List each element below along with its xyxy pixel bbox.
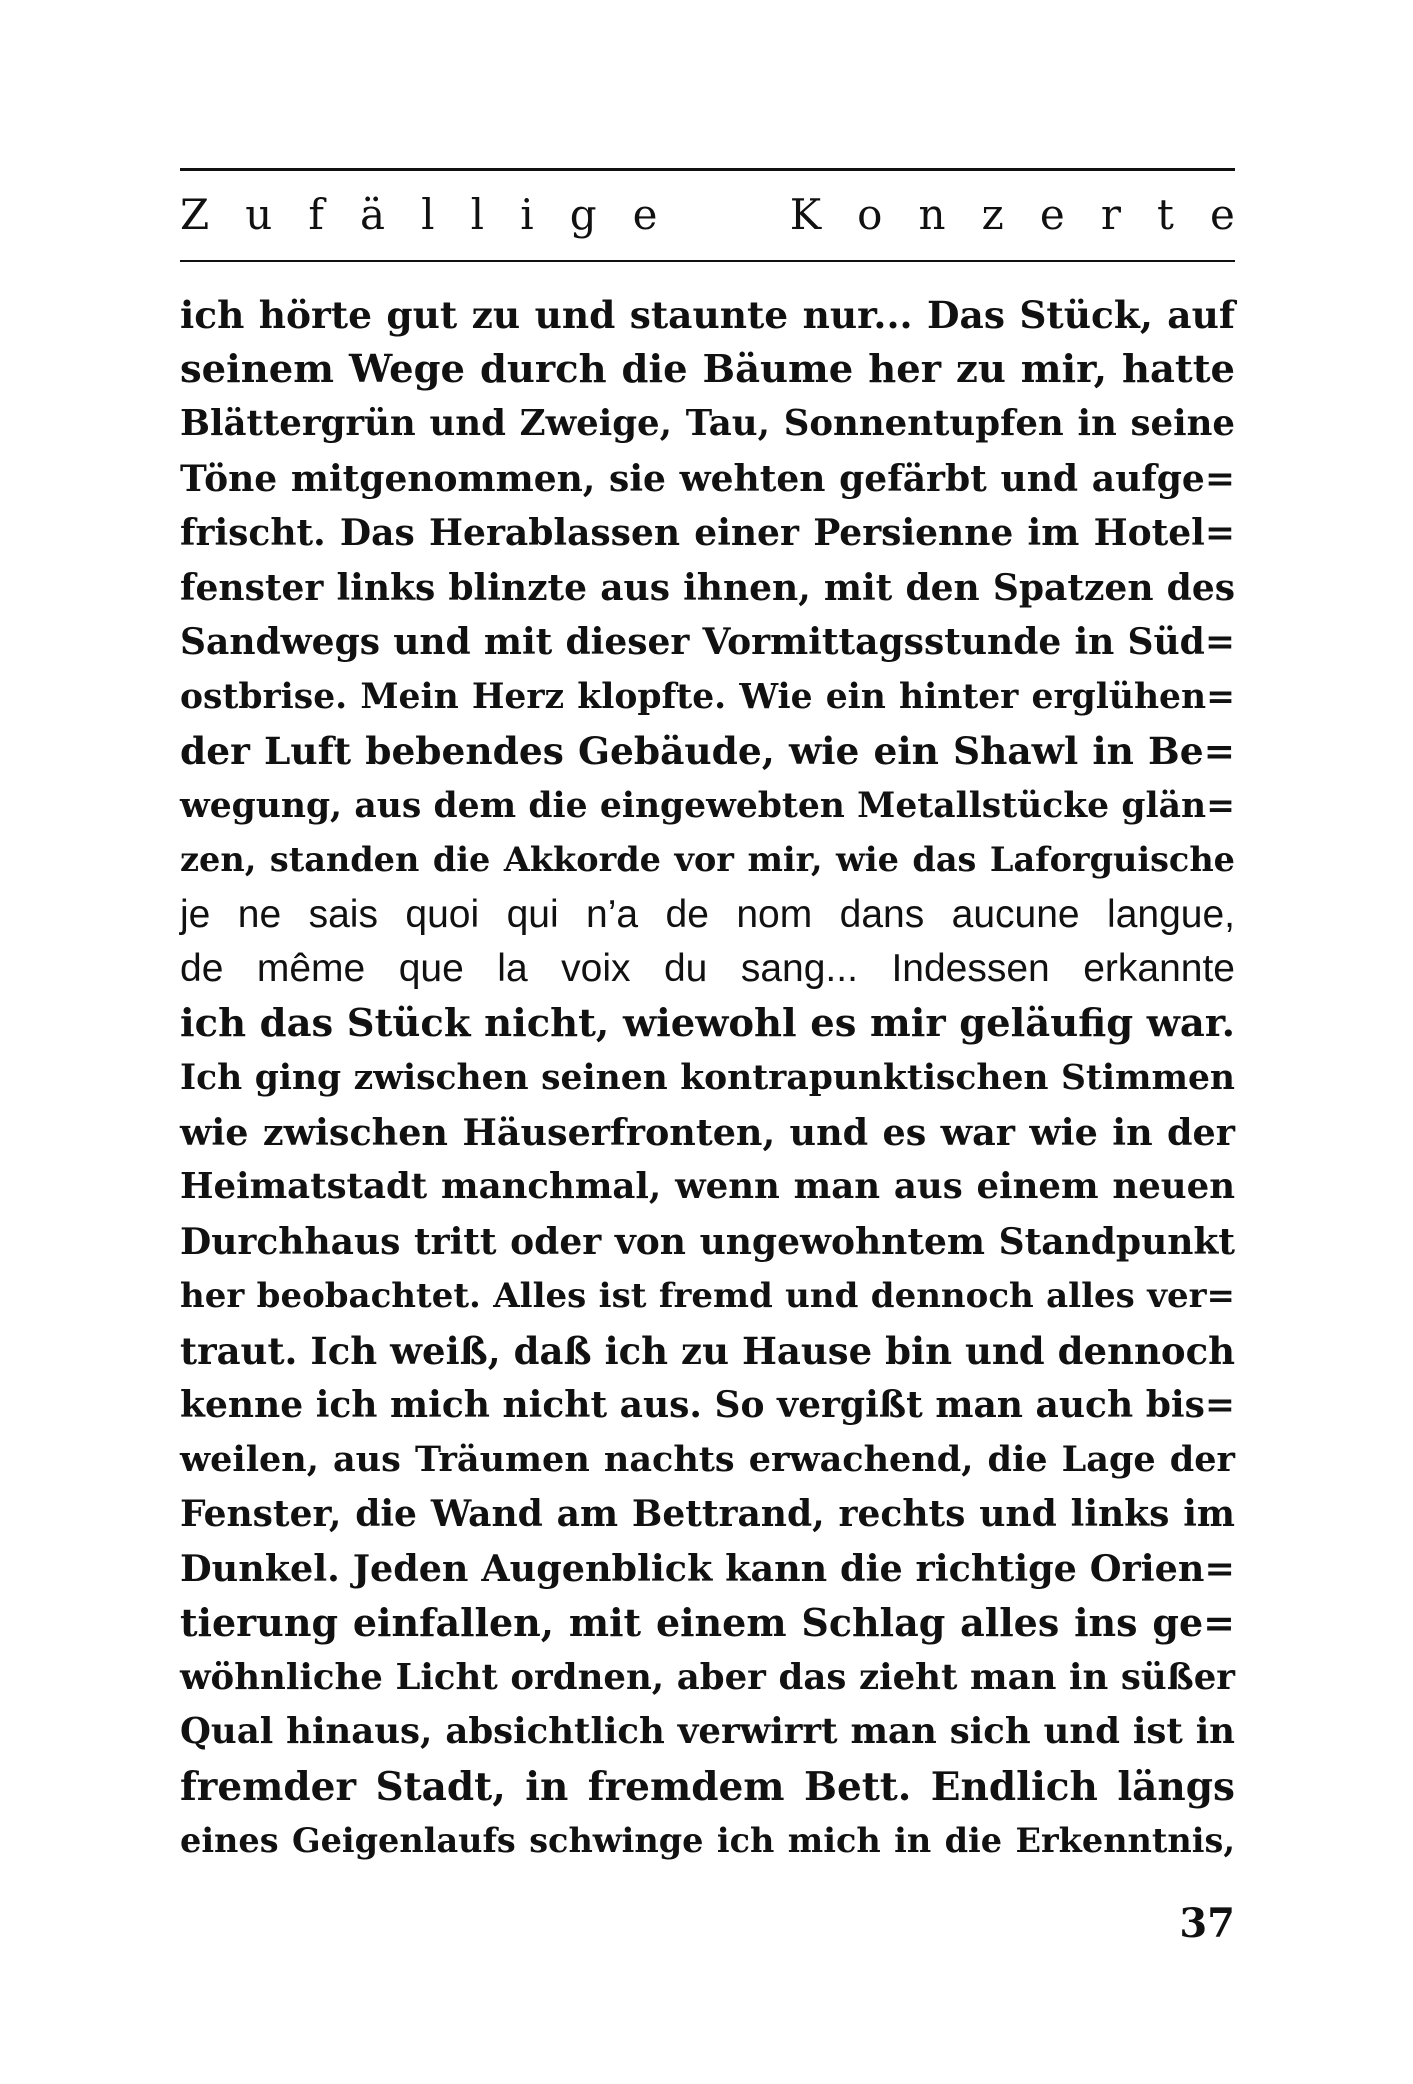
- running-head-letter: Z: [180, 190, 210, 239]
- running-head-letter: l: [421, 190, 435, 239]
- text-line-french-quote: de même que la voix du sang... Indessen erkannte: [180, 947, 1235, 990]
- text-line: der Luft bebendes Gebäude, wie ein Shawl in Be=: [180, 729, 1235, 773]
- text-line: ostbrise. Mein Herz klopfte. Wie ein hinter erglühen=: [180, 676, 1235, 717]
- running-head-letter: e: [632, 190, 658, 239]
- header-bottom-rule: [180, 260, 1235, 262]
- text-line: weilen, aus Träumen nachts erwachend, die Lage der: [180, 1438, 1235, 1480]
- text-line: fenster links blinzte aus ihnen, mit den Spatzen des: [180, 566, 1235, 609]
- text-line: Durchhaus tritt oder von ungewohntem Standpunkt: [180, 1220, 1235, 1263]
- text-line: Blättergrün und Zweige, Tau, Sonnentupfen in seine: [180, 403, 1235, 444]
- header-top-rule: [180, 168, 1235, 171]
- text-line: Heimatstadt manchmal, wenn man aus einem neuen: [180, 1166, 1235, 1207]
- running-head-letter: f: [308, 190, 324, 239]
- text-line: fremder Stadt, in fremdem Bett. Endlich längs: [180, 1763, 1235, 1810]
- running-head-letter: ä: [360, 190, 386, 239]
- running-head-letter: t: [1156, 190, 1174, 239]
- text-line-french-quote: je ne sais quoi qui n’a de nom dans aucune langue,: [180, 892, 1235, 936]
- running-head: [180, 182, 1235, 248]
- running-head-letter: u: [245, 190, 273, 239]
- running-head-letter: e: [1039, 190, 1065, 239]
- text-line: Ich ging zwischen seinen kontrapunktischen Stimmen: [180, 1058, 1235, 1098]
- text-line: Dunkel. Jeden Augenblick kann die richtige Orien=: [180, 1546, 1235, 1590]
- running-head-letter: n: [918, 190, 946, 239]
- text-line: Töne mitgenommen, sie wehten gefärbt und aufge=: [180, 457, 1235, 500]
- text-line: Sandwegs und mit dieser Vormittagsstunde in Süd=: [180, 621, 1235, 663]
- running-head-letter: o: [857, 190, 883, 239]
- page-number: 37: [1179, 1900, 1235, 1947]
- body-text: [180, 288, 1235, 1869]
- text-line: seinem Wege durch die Bäume her zu mir, hatte: [180, 346, 1235, 392]
- running-head-letter: g: [569, 190, 597, 239]
- running-head-letter: r: [1100, 190, 1121, 239]
- text-line: wie zwischen Häuserfronten, und es war wie in der: [180, 1110, 1235, 1154]
- text-line: kenne ich mich nicht aus. So vergißt man auch bis=: [180, 1384, 1235, 1426]
- text-line: tierung einfallen, mit einem Schlag alles ins ge=: [180, 1600, 1235, 1645]
- text-line: Fenster, die Wand am Bettrand, rechts und links im: [180, 1493, 1235, 1535]
- text-line: wöhnliche Licht ordnen, aber das zieht man in süßer: [180, 1656, 1235, 1698]
- running-head-letter: e: [1209, 190, 1235, 239]
- text-line: eines Geigenlaufs schwinge ich mich in die Erkenntnis,: [180, 1821, 1235, 1860]
- text-line: ich hörte gut zu und staunte nur... Das Stück, auf: [180, 293, 1235, 337]
- text-line: traut. Ich weiß, daß ich zu Hause bin und dennoch: [180, 1328, 1235, 1373]
- text-line: Qual hinaus, absichtlich verwirrt man sich und ist in: [180, 1711, 1235, 1752]
- text-line: wegung, aus dem die eingewebten Metallstücke glän=: [180, 785, 1235, 826]
- text-line: zen, standen die Akkorde vor mir, wie das Laforguische: [180, 840, 1235, 879]
- running-head-letter: K: [789, 190, 822, 239]
- running-head-letter: l: [470, 190, 485, 239]
- running-head-letter: z: [981, 190, 1004, 239]
- running-head-letter: i: [520, 190, 534, 239]
- text-line: ich das Stück nicht, wiewohl es mir geläufig war.: [180, 1000, 1235, 1046]
- text-line: frischt. Das Herablassen einer Persienne im Hotel=: [180, 512, 1235, 554]
- text-line: her beobachtet. Alles ist fremd und dennoch alles ver=: [180, 1276, 1235, 1316]
